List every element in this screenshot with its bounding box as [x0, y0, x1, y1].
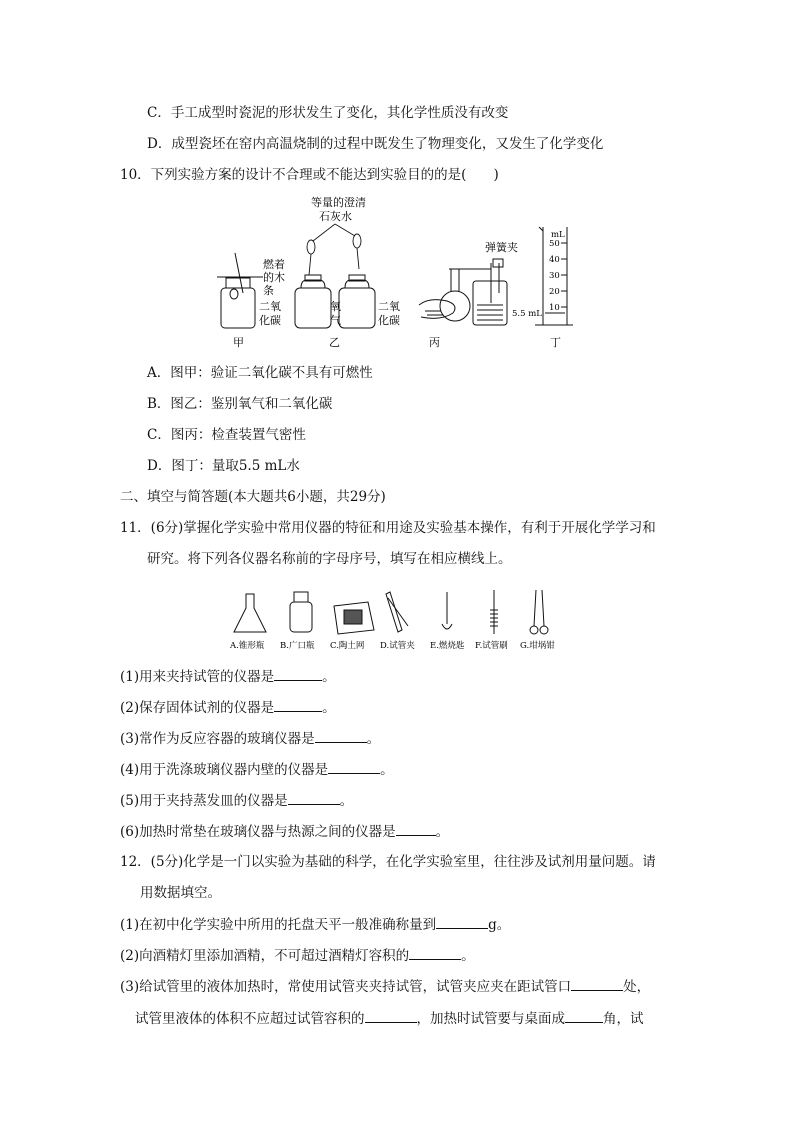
answer-blank[interactable] — [396, 821, 436, 836]
svg-text:F.试管刷: F.试管刷 — [475, 641, 508, 651]
svg-text:C.陶土网: C.陶土网 — [330, 641, 365, 651]
q11-item-3: (3)常作为反应容器的玻璃仪器是 。 — [120, 728, 380, 749]
svg-text:20: 20 — [549, 287, 560, 297]
q10-option-d: D．图丁：量取5.5 mL水 — [147, 458, 300, 474]
gauze-icon — [334, 602, 374, 634]
svg-text:气: 气 — [330, 314, 341, 327]
answer-blank[interactable] — [565, 1008, 603, 1023]
svg-text:丙: 丙 — [429, 336, 440, 349]
svg-text:50: 50 — [549, 239, 560, 249]
svg-text:D.试管夹: D.试管夹 — [380, 641, 415, 651]
cylinder-reading: 5.5 mL — [512, 309, 542, 319]
test-tube-holder-icon — [386, 592, 408, 632]
section-heading: 二、填空与简答题(本大题共6小题，共29分) — [120, 489, 386, 505]
q11-item-4: (4)用于洗涤玻璃仪器内壁的仪器是 。 — [120, 759, 394, 780]
answer-blank[interactable] — [365, 1008, 417, 1023]
svg-text:乙: 乙 — [329, 336, 340, 349]
tube-brush-icon — [490, 590, 498, 634]
q11-stem-1: 11．(6分)掌握化学实验中常用仪器的特征和用途及实验基本操作，有利于开展化学学习和 — [120, 520, 656, 536]
crucible-tongs-icon — [530, 590, 548, 634]
svg-text:甲: 甲 — [233, 336, 244, 349]
svg-text:化碳: 化碳 — [378, 314, 400, 327]
svg-text:G.坩埚钳: G.坩埚钳 — [520, 641, 555, 651]
svg-text:mL: mL — [551, 230, 565, 240]
q12-item-1: (1)在初中化学实验中所用的托盘天平一般准确称量到 g。 — [120, 914, 510, 935]
answer-blank[interactable] — [409, 945, 461, 960]
svg-text:氧: 氧 — [330, 300, 341, 313]
q10-stem: 10．下列实验方案的设计不合理或不能达到实验目的的是( ) — [120, 167, 499, 183]
svg-text:10: 10 — [549, 303, 560, 313]
spoon-icon — [442, 592, 452, 629]
q10-figure — [215, 193, 575, 349]
q9-option-c: C．手工成型时瓷泥的形状发生了变化，其化学性质没有改变 — [147, 105, 509, 121]
answer-blank[interactable] — [571, 976, 623, 991]
svg-text:40: 40 — [549, 255, 560, 265]
limewater-label-2: 石灰水 — [319, 210, 352, 223]
svg-text:B.广口瓶: B.广口瓶 — [280, 641, 315, 651]
q11-item-6: (6)加热时常垫在玻璃仪器与热源之间的仪器是 。 — [120, 821, 449, 842]
svg-text:的木: 的木 — [263, 271, 285, 284]
svg-text:条: 条 — [263, 284, 274, 297]
instrument-figure — [228, 586, 568, 652]
svg-text:A.锥形瓶: A.锥形瓶 — [230, 641, 265, 651]
q11-item-5: (5)用于夹持蒸发皿的仪器是 。 — [120, 790, 353, 811]
bottle-o2-icon — [295, 275, 331, 328]
answer-blank[interactable] — [274, 666, 322, 681]
q12-item-3-cont: 试管里液体的体积不应超过试管容积的 ，加热时试管要与桌面成 角，试 — [135, 1008, 644, 1029]
q12-item-2: (2)向酒精灯里添加酒精，不可超过酒精灯容积的 。 — [120, 945, 475, 966]
q11-stem-2: 研究。将下列各仪器名称前的字母序号，填写在相应横线上。 — [147, 551, 512, 567]
svg-text:丁: 丁 — [550, 336, 561, 349]
answer-blank[interactable] — [288, 790, 340, 805]
q12-item-3: (3)给试管里的液体加热时，常使用试管夹夹持试管，试管夹应夹在距试管口 处， — [120, 976, 650, 997]
svg-text:30: 30 — [549, 271, 560, 281]
answer-blank[interactable] — [328, 759, 380, 774]
limewater-label-1: 等量的澄清 — [311, 196, 366, 209]
q10-option-c: C．图丙：检查装置气密性 — [147, 427, 306, 443]
svg-text:化碳: 化碳 — [259, 314, 281, 327]
svg-text:E.燃烧匙: E.燃烧匙 — [430, 641, 465, 651]
q10-option-b: B．图乙：鉴别氧气和二氧化碳 — [147, 396, 333, 412]
q12-stem-1: 12．(5分)化学是一门以实验为基础的科学，在化学实验室里，往往涉及试剂用量问题。请 — [120, 854, 656, 870]
q11-item-1: (1)用来夹持试管的仪器是 。 — [120, 666, 336, 687]
svg-text:二氧: 二氧 — [259, 300, 281, 313]
conical-flask-icon — [234, 594, 266, 632]
answer-blank[interactable] — [315, 728, 367, 743]
q12-stem-2: 用数据填空。 — [140, 885, 221, 901]
svg-text:燃着: 燃着 — [263, 258, 285, 271]
q11-item-2: (2)保存固体试剂的仪器是 。 — [120, 697, 336, 718]
wide-mouth-bottle-icon — [290, 592, 312, 632]
q9-option-d: D．成型瓷坯在窑内高温烧制的过程中既发生了物理变化，又发生了化学变化 — [147, 136, 604, 152]
dropper-icon — [307, 234, 361, 275]
answer-blank[interactable] — [436, 914, 488, 929]
svg-text:二氧: 二氧 — [378, 300, 400, 313]
flask-hand-icon — [419, 269, 491, 321]
bottle-co2-icon — [339, 275, 375, 328]
clamp-label: 弹簧夹 — [485, 241, 518, 254]
bottle-jia-icon — [217, 253, 263, 328]
answer-blank[interactable] — [274, 697, 322, 712]
q10-option-a: A．图甲：验证二氧化碳不具有可燃性 — [147, 365, 373, 381]
